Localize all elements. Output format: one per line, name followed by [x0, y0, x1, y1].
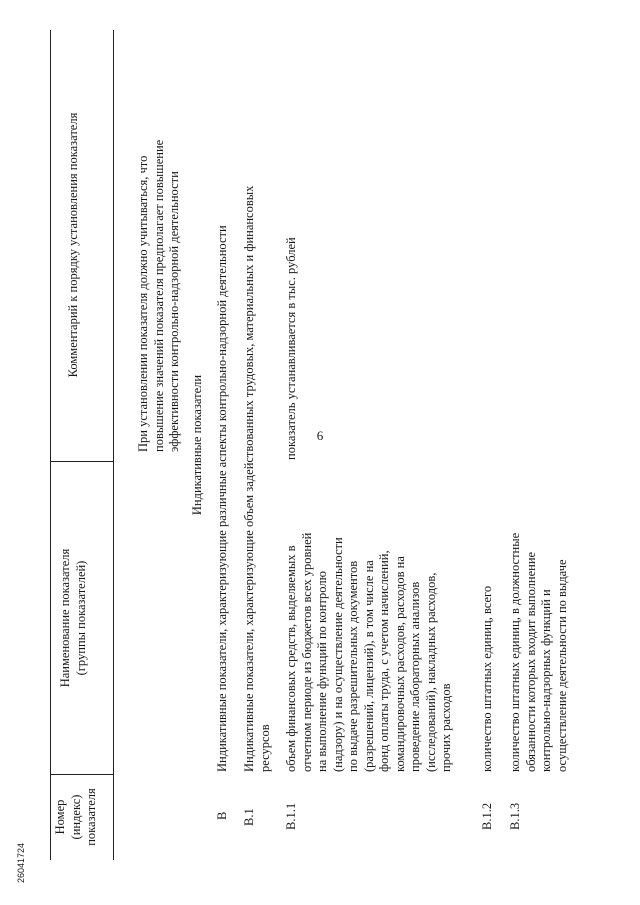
row-index-v11: В.1.1: [284, 802, 298, 830]
header-divider-2: [50, 461, 113, 462]
row-name-v1: Индикативные показатели, характеризующие объем задействованных трудовых, материальных и финансовых ресурсов: [242, 185, 272, 772]
row-index-v12: В.1.2: [480, 802, 494, 830]
page-number: 6: [316, 428, 324, 443]
header-name: Наименование показателя (группы показателей): [58, 548, 88, 688]
header-divider-1: [50, 774, 113, 775]
row-name-v12: количество штатных единиц, всего: [480, 585, 494, 772]
header-comment: Комментарий к порядку установления показателя: [66, 112, 80, 378]
row-index-v13: В.1.3: [508, 802, 522, 830]
row-index-v: В: [215, 811, 229, 820]
row-name-v: Индикативные показатели, характеризующие различные аспекты контрольно-надзорной деятельности: [215, 225, 229, 772]
row-comment-v11: показатель устанавливается в тыс. рублей: [284, 237, 298, 460]
top-comment: При установлении показателя должно учитываться, что повышение значений показателя предполагает повышение эффективности контрольно-надзорной деятельности: [136, 139, 181, 452]
row-name-v13: количество штатных единиц, в должностные обязанности которых входит выполнение контрольно-надзорных функций и осуществление деятельности по выдаче: [508, 532, 569, 772]
row-name-v11: объем финансовых средств, выделяемых в отчетном периоде из бюджетов всех уровней на выполнение функций по контролю (надзору) и на осуществление деятельности по выдаче разрешительных документов (разрешений, лицензий), в том числе на фонд оплаты труда, с учетом начислений, командировочных расходов, расходов на проведение лабораторных анализов (исследований), накладных расходов, прочих расходов: [284, 532, 453, 772]
section-title: Индикативные показатели: [190, 374, 204, 516]
table-top-rule: [50, 30, 51, 860]
document-id: 26041724: [16, 842, 26, 883]
table-header-rule: [113, 30, 114, 860]
header-index: Номер (индекс) показателя: [53, 788, 98, 846]
rotated-table-page: [50, 30, 630, 860]
row-index-v1: В.1: [242, 808, 256, 826]
